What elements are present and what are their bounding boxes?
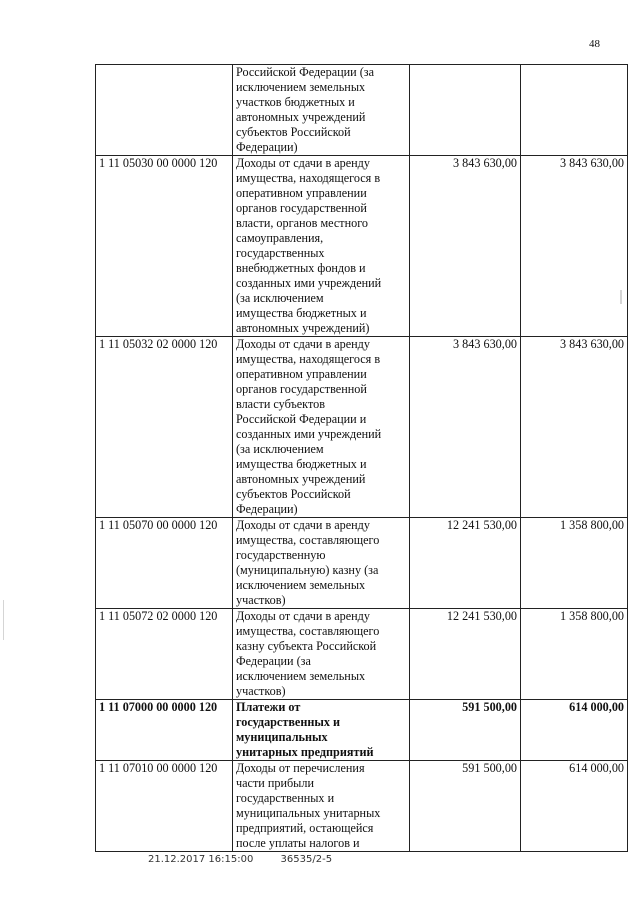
row-name: Российской Федерации (за исключением земельных участков бюджетных и автономных учреждений субъектов Российской Федерации) [233, 65, 410, 156]
scan-artifact [620, 290, 622, 304]
table-row [96, 156, 628, 337]
row-name: Доходы от сдачи в аренду имущества, составляющего казну субъекта Российской Федерации (за исключением земельных участков) [233, 609, 410, 700]
row-code: 1 11 05032 02 0000 120 [96, 337, 233, 518]
row-code: 1 11 07000 00 0000 120 [96, 700, 233, 761]
table-row [96, 518, 628, 609]
table-row [96, 337, 628, 518]
row-code: 1 11 07010 00 0000 120 [96, 761, 233, 852]
page-number: 48 [589, 38, 600, 50]
row-sum-1: 3 843 630,00 [410, 156, 521, 337]
table-row [96, 65, 628, 156]
row-sum-2: 1 358 800,00 [521, 609, 628, 700]
row-name: Доходы от сдачи в аренду имущества, находящегося в оперативном управлении органов государственной власти, органов местного самоуправления, государственных внебюджетных фондов и созданных ими учреждений (за исключением имущества бюджетных и автономных учреждений) [233, 156, 410, 337]
row-name: Доходы от перечисления части прибыли государственных и муниципальных унитарных предприятий, остающейся после уплаты налогов и [233, 761, 410, 852]
row-sum-2 [521, 65, 628, 156]
row-sum-1: 591 500,00 [410, 700, 521, 761]
row-code [96, 65, 233, 156]
row-sum-1 [410, 65, 521, 156]
budget-table [95, 64, 628, 852]
table-row [96, 700, 628, 761]
row-sum-2: 1 358 800,00 [521, 518, 628, 609]
scan-artifact [3, 600, 4, 640]
row-sum-2: 3 843 630,00 [521, 337, 628, 518]
row-code: 1 11 05070 00 0000 120 [96, 518, 233, 609]
table-row [96, 761, 628, 852]
footer-doc-id: 36535/2-5 [280, 854, 333, 865]
footer-timestamp: 21.12.2017 16:15:00 [148, 854, 254, 865]
row-code: 1 11 05072 02 0000 120 [96, 609, 233, 700]
row-sum-1: 12 241 530,00 [410, 518, 521, 609]
row-name: Платежи от государственных и муниципальных унитарных предприятий [233, 700, 410, 761]
row-code: 1 11 05030 00 0000 120 [96, 156, 233, 337]
row-sum-2: 3 843 630,00 [521, 156, 628, 337]
row-sum-2: 614 000,00 [521, 761, 628, 852]
row-sum-1: 3 843 630,00 [410, 337, 521, 518]
row-name: Доходы от сдачи в аренду имущества, находящегося в оперативном управлении органов государственной власти субъектов Российской Федерации и созданных ими учреждений (за исключением имущества бюджетных и автономных учреждений субъектов Российской Федерации) [233, 337, 410, 518]
row-sum-1: 591 500,00 [410, 761, 521, 852]
footer [148, 854, 332, 865]
row-sum-1: 12 241 530,00 [410, 609, 521, 700]
row-name: Доходы от сдачи в аренду имущества, составляющего государственную (муниципальную) казну (за исключением земельных участков) [233, 518, 410, 609]
row-sum-2: 614 000,00 [521, 700, 628, 761]
table-row [96, 609, 628, 700]
table-body [96, 65, 628, 852]
